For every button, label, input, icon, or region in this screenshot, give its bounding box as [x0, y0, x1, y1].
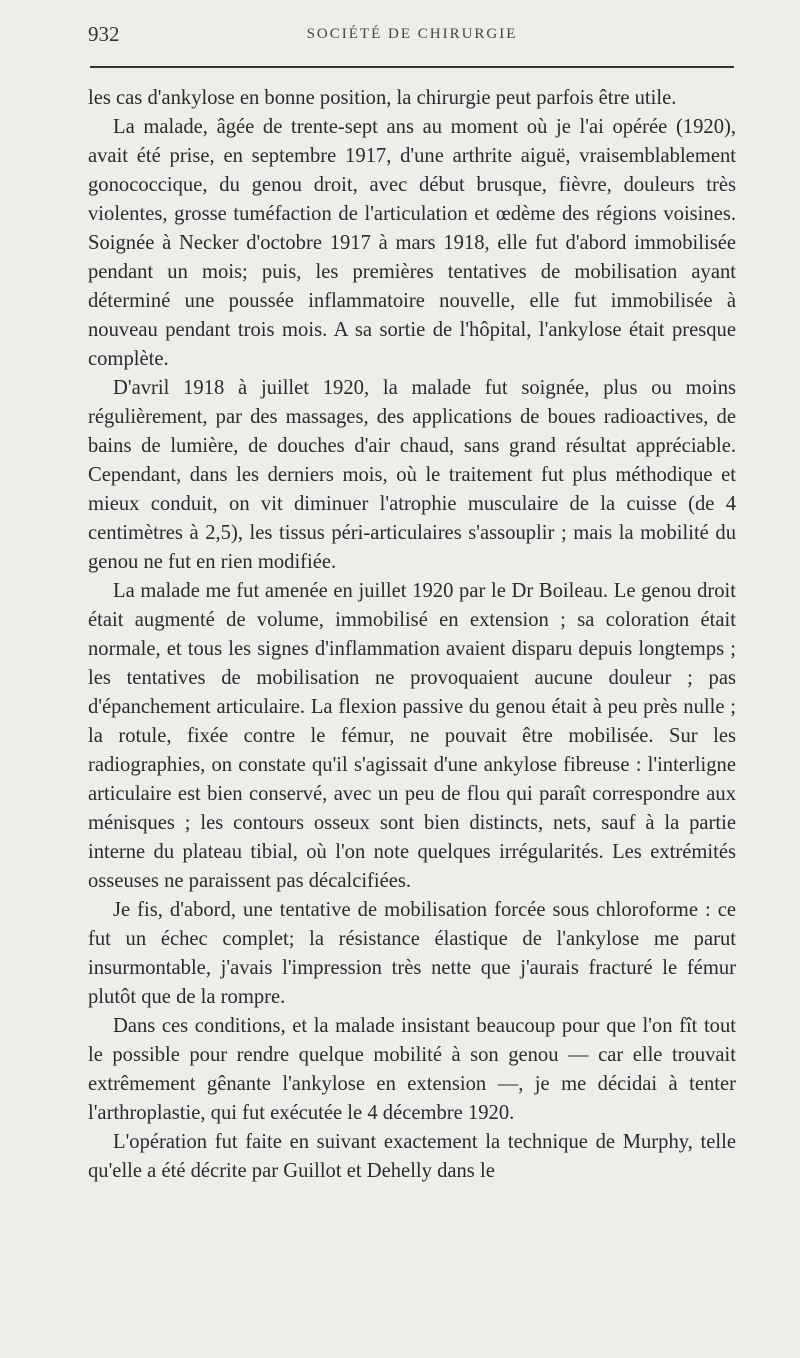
paragraph-7: L'opération fut faite en suivant exactement la technique de Murphy, telle qu'elle a été décrite par Guillot et Dehelly dans le: [88, 1131, 736, 1182]
page-number: 932: [88, 22, 120, 46]
running-head: SOCIÉTÉ DE CHIRURGIE: [306, 26, 518, 42]
paragraph-4: La malade me fut amenée en juillet 1920 par le Dr Boileau. Le genou droit était augmenté de volume, immobilisé en extension ; sa coloration était normale, et tous les signes d'inflammation avaient disparu depuis longtemps ; les tentatives de mobilisation ne provoquaient aucune douleur ; pas d'épanchement articulaire. La flexion passive du genou était à peu près nulle ; la rotule, fixée contre le fémur, ne pouvait être mobilisée. Sur les radiographies, on constate qu'il s'agissait d'une ankylose fibreuse : l'interligne articulaire est bien conservé, avec un peu de flou qui paraît correspondre aux ménisques ; les contours osseux sont bien distincts, nets, sauf à la partie interne du plateau tibial, où l'on note quelques irrégularités. Les extrémités osseuses ne paraissent pas décalcifiées.: [88, 580, 736, 892]
body-text: [88, 84, 736, 1186]
header-rule: [90, 66, 734, 68]
paragraph-2: La malade, âgée de trente-sept ans au moment où je l'ai opérée (1920), avait été prise, en septembre 1917, d'une arthrite aiguë, vraisemblablement gonococcique, du genou droit, avec début brusque, fièvre, douleurs très violentes, grosse tuméfaction de l'articulation et œdème des régions voisines. Soignée à Necker d'octobre 1917 à mars 1918, elle fut d'abord immobilisée pendant un mois; puis, les premières tentatives de mobilisation ayant déterminé une poussée inflammatoire nouvelle, elle fut immobilisée à nouveau pendant trois mois. A sa sortie de l'hôpital, l'ankylose était presque complète.: [88, 116, 736, 370]
paragraph-6: Dans ces conditions, et la malade insistant beaucoup pour que l'on fît tout le possible pour rendre quelque mobilité à son genou — car elle trouvait extrêmement gênante l'ankylose en extension —, je me décidai à tenter l'arthroplastie, qui fut exécutée le 4 décembre 1920.: [88, 1015, 736, 1124]
paragraph-1: les cas d'ankylose en bonne position, la chirurgie peut parfois être utile.: [88, 87, 677, 109]
paragraph-3: D'avril 1918 à juillet 1920, la malade fut soignée, plus ou moins régulièrement, par des massages, des applications de boues radioactives, de bains de lumière, de douches d'air chaud, sans grand résultat appréciable. Cependant, dans les derniers mois, où le traitement fut plus méthodique et mieux conduit, on vit diminuer l'atrophie musculaire de la cuisse (de 4 centimètres à 2,5), les tissus péri-articulaires s'assouplir ; mais la mobilité du genou ne fut en rien modifiée.: [88, 377, 736, 573]
paragraph-5: Je fis, d'abord, une tentative de mobilisation forcée sous chloroforme : ce fut un échec complet; la résistance élastique de l'ankylose me parut insurmontable, j'avais l'impression très nette que j'aurais fracturé le fémur plutôt que de la rompre.: [88, 899, 736, 1008]
page-header: [88, 22, 736, 52]
